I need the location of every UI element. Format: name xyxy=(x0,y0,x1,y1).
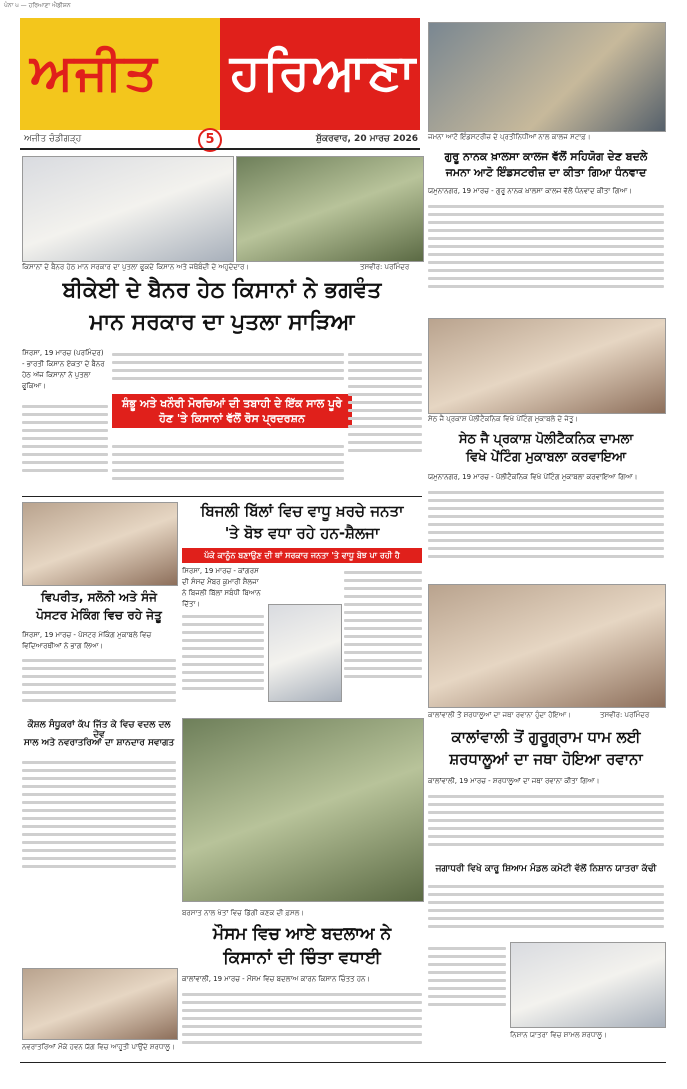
body-seth-jai xyxy=(428,486,664,578)
date: ਸ਼ੁੱਕਰਵਾਰ, 20 ਮਾਰਚ 2026 xyxy=(316,134,419,144)
photo-guru-nanak xyxy=(428,22,666,132)
caption-seth-jai: ਸੇਠ ਜੈ ਪ੍ਰਕਾਸ਼ ਪੋਲੀਟੈਕਨਿਕ ਵਿਖੇ ਪੇਂਟਿੰਗ ਮੁਕਾਬਲੇ ਦੇ ਜੇਤੂ। xyxy=(428,415,579,423)
photo-jagadhri xyxy=(510,942,666,1028)
headline-seth-jai-2: ਵਿਖੇ ਪੇਂਟਿੰਗ ਮੁਕਾਬਲਾ ਕਰਵਾਇਆ xyxy=(465,450,627,465)
credit-bkeu: ਤਸਵੀਰ: ਪਰਮਿੰਦਰ xyxy=(360,263,410,271)
headline-vipreet-1: ਵਿਪਰੀਤ, ਸਲੋਨੀ ਅਤੇ ਸੰਜੇ xyxy=(41,590,157,604)
headline-kalanwali-2: ਸ਼ਰਧਾਲੂਆਂ ਦਾ ਜਥਾ ਹੋਇਆ ਰਵਾਨਾ xyxy=(449,750,643,768)
body-jagadhri xyxy=(428,880,664,938)
bottom-rule xyxy=(20,1062,666,1063)
headline-guru-nanak-1: ਗੁਰੂ ਨਾਨਕ ਖ਼ਾਲਸਾ ਕਾਲਜ ਵੱਲੋਂ ਸਹਿਯੋਗ ਦੇਣ ਬਦਲੇ xyxy=(444,150,648,163)
mast-ajit-logo: ਅਜੀਤ xyxy=(30,42,159,101)
caption-havan: ਨਵਰਾਤਰਿਆਂ ਮੌਕੇ ਹਵਨ ਯੱਗ ਵਿਚ ਆਹੂਤੀ ਪਾਉਂਦੇ ਸ਼ਰਧਾਲੂ। xyxy=(22,1043,175,1051)
body-bkeu-col3 xyxy=(112,440,344,492)
lede-bijli: ਸਿਰਸਾ, 19 ਮਾਰਚ - ਕਾਂਗਰਸ ਦੀ ਸੰਸਦ ਮੈਂਬਰ ਕੁਮਾਰੀ ਸ਼ੈਲਜਾ ਨੇ ਬਿਜਲੀ ਬਿੱਲਾਂ ਸਬੰਧੀ ਬਿਆਨ ਦਿੱਤਾ। xyxy=(182,567,261,608)
lede-mausam: ਕਾਲਾਂਵਾਲੀ, 19 ਮਾਰਚ - ਮੌਸਮ ਵਿਚ ਬਦਲਾਅ ਕਾਰਨ ਕਿਸਾਨ ਚਿੰਤਤ ਹਨ। xyxy=(182,975,371,983)
masthead xyxy=(20,18,420,130)
photo-shailja xyxy=(268,604,342,702)
headline-jagadhri: ਜਗਾਧਰੀ ਵਿਖੇ ਕਾਰੂ ਸ਼ਿਆਮ ਮੰਡਲ ਕਮੇਟੀ ਵੱਲੋਂ ਨਿਸ਼ਾਨ ਯਾਤਰਾ ਕੱਢੀ xyxy=(435,864,657,874)
credit-kalanwali: ਤਸਵੀਰ: ਪਰਮਿੰਦਰ xyxy=(600,711,650,719)
caption-kalanwali: ਕਾਲਾਂਵਾਲੀ ਤੋਂ ਸ਼ਰਧਾਲੂਆਂ ਦਾ ਜਥਾ ਰਵਾਨਾ ਹੁੰਦਾ ਹੋਇਆ। xyxy=(428,711,571,719)
headline-kaushal-1: ਕੌਸ਼ਲ ਸੰਧੂਕਰਾਂ ਕੱਪ ਜਿੱਤ ਕੇ ਵਿਚ ਵਦਲ ਦਲ ਦੇਵ xyxy=(27,720,171,740)
body-kalanwali xyxy=(428,790,664,860)
photo-seth-jai xyxy=(428,318,666,414)
headline-bkeu-2: ਮਾਨ ਸਰਕਾਰ ਦਾ ਪੁਤਲਾ ਸਾੜਿਆ xyxy=(89,310,355,335)
lede-bkeu: ਸਿਰਸਾ, 19 ਮਾਰਚ (ਪਰਮਿੰਦਰ) - ਭਾਰਤੀ ਕਿਸਾਨ ਏਕਤਾ ਦੇ ਬੈਨਰ ਹੇਠ ਅੱਜ ਕਿਸਾਨਾਂ ਨੇ ਪੁਤਲਾ ਫੂਕਿਆ। xyxy=(22,349,105,390)
lede-kalanwali: ਕਾਲਾਂਵਾਲੀ, 19 ਮਾਰਚ - ਸ਼ਰਧਾਲੂਆਂ ਦਾ ਜਥਾ ਰਵਾਨਾ ਕੀਤਾ ਗਿਆ। xyxy=(428,777,600,785)
photo-vipreet xyxy=(22,502,178,586)
body-bkeu-col4 xyxy=(348,348,422,492)
lede-seth-jai: ਯਮੁਨਾਨਗਰ, 19 ਮਾਰਚ - ਪੋਲੀਟੈਕਨਿਕ ਵਿਖੇ ਪੇਂਟਿੰਗ ਮੁਕਾਬਲਾ ਕਰਵਾਇਆ ਗਿਆ। xyxy=(428,473,638,481)
body-mausam xyxy=(182,988,422,1062)
headline-seth-jai-1: ਸੇਠ ਜੈ ਪ੍ਰਕਾਸ਼ ਪੋਲੀਟੈਕਨਿਕ ਦਾਮਲਾ xyxy=(458,432,634,447)
kicker-bkeu: ਸ਼ੰਭੂ ਅਤੇ ਖਨੌਰੀ ਮੋਰਚਿਆਂ ਦੀ ਤਬਾਹੀ ਦੇ ਇੱਕ ਸਾਲ ਪੂਰੇ ਹੋਣ 'ਤੇ ਕਿਸਾਨਾਂ ਵੱਲੋਂ ਰੋਸ ਪ੍ਰਦਰਸ਼ਨ xyxy=(112,394,352,428)
body-bkeu-col1 xyxy=(22,400,108,490)
body-bkeu-col2 xyxy=(112,348,344,392)
rule-mid-left xyxy=(22,496,422,497)
headline-bkeu-1: ਬੀਕੇਈ ਦੇ ਬੈਨਰ ਹੇਠ ਕਿਸਾਨਾਂ ਨੇ ਭਗਵੰਤ xyxy=(62,278,382,303)
photo-bkeu-right xyxy=(236,156,424,262)
body-kaushal xyxy=(22,756,176,906)
kicker-bijli: ਪੱਕੇ ਕਾਨੂੰਨ ਬਣਾਉਣ ਦੀ ਥਾਂ ਸਰਕਾਰ ਜਨਤਾ 'ਤੇ ਵਾਧੂ ਬੋਝ ਪਾ ਰਹੀ ਹੈ xyxy=(182,548,422,563)
headline-bijli-2: 'ਤੇ ਬੋਝ ਵਧਾ ਰਹੇ ਹਨ-ਸ਼ੈਲਜਾ xyxy=(224,524,380,542)
caption-mausam: ਬਰਸਾਤ ਨਾਲ ਖੇਤਾਂ ਵਿਚ ਡਿੱਗੀ ਕਣਕ ਦੀ ਫ਼ਸਲ। xyxy=(182,909,305,917)
photo-havan xyxy=(22,968,178,1040)
headline-kalanwali-1: ਕਾਲਾਂਵਾਲੀ ਤੋਂ ਗੁਰੂਗ੍ਰਾਮ ਧਾਮ ਲਈ xyxy=(451,728,641,746)
caption-guru-nanak: ਜਮਨਾ ਆਟੋ ਇੰਡਸਟਰੀਜ਼ ਦੇ ਪ੍ਰਤੀਨਿਧੀਆਂ ਨਾਲ ਕਾਲਜ ਸਟਾਫ਼। xyxy=(428,133,591,141)
mast-haryana-logo: ਹਰਿਆਣਾ xyxy=(230,42,418,101)
body-guru-nanak xyxy=(428,200,664,310)
lede-guru-nanak: ਯਮੁਨਾਨਗਰ, 19 ਮਾਰਚ - ਗੁਰੂ ਨਾਨਕ ਖ਼ਾਲਸਾ ਕਾਲਜ ਵੱਲੋਂ ਧੰਨਵਾਦ ਕੀਤਾ ਗਿਆ। xyxy=(428,187,632,195)
caption-bkeu: ਕਿਸਾਨਾਂ ਦੇ ਬੈਨਰ ਹੇਠ ਮਾਨ ਸਰਕਾਰ ਦਾ ਪੁਤਲਾ ਫੂਕਦੇ ਕਿਸਾਨ ਅਤੇ ਜਥੇਬੰਦੀ ਦੇ ਅਹੁਦੇਦਾਰ। xyxy=(22,263,249,271)
photo-kalanwali xyxy=(428,584,666,708)
body-bijli-col1 xyxy=(182,610,264,714)
caption-jagadhri: ਨਿਸ਼ਾਨ ਯਾਤਰਾ ਵਿਚ ਸ਼ਾਮਲ ਸ਼ਰਧਾਲੂ। xyxy=(510,1031,607,1039)
body-bijli-col2 xyxy=(344,566,422,714)
masthead-rule xyxy=(20,148,420,150)
body-jagadhri-2 xyxy=(428,942,506,1026)
page-number: 5 xyxy=(198,128,222,152)
headline-vipreet-2: ਪੋਸਟਰ ਮੇਕਿੰਗ ਵਿਚ ਰਹੇ ਜੇਤੂ xyxy=(36,608,162,622)
headline-guru-nanak-2: ਜਮਨਾ ਆਟੋ ਇੰਡਸਟਰੀਜ਼ ਦਾ ਕੀਤਾ ਗਿਆ ਧੰਨਵਾਦ xyxy=(445,166,647,179)
headline-mausam-2: ਕਿਸਾਨਾਂ ਦੀ ਚਿੰਤਾ ਵਧਾਈ xyxy=(223,948,381,968)
body-vipreet xyxy=(22,654,176,714)
edition: ਅਜੀਤ ਚੰਡੀਗੜ੍ਹ xyxy=(24,134,82,144)
photo-mausam xyxy=(182,718,424,902)
headline-mausam-1: ਮੌਸਮ ਵਿਚ ਆਏ ਬਦਲਾਅ ਨੇ xyxy=(212,924,392,944)
photo-bkeu-left xyxy=(22,156,234,262)
headline-kaushal-2: ਸਾਲ ਅਤੇ ਨਵਰਾਤਰਿਆਂ ਦਾ ਸ਼ਾਨਦਾਰ ਸਵਾਗਤ xyxy=(23,738,175,748)
top-strip: ਪੰਨਾ ੫ — ਹਰਿਆਣਾ ਐਡੀਸ਼ਨ xyxy=(4,2,71,9)
lede-vipreet: ਸਿਰਸਾ, 19 ਮਾਰਚ - ਪੋਸਟਰ ਮੇਕਿੰਗ ਮੁਕਾਬਲੇ ਵਿਚ ਵਿਦਿਆਰਥੀਆਂ ਨੇ ਭਾਗ ਲਿਆ। xyxy=(22,631,152,650)
headline-bijli-1: ਬਿਜਲੀ ਬਿੱਲਾਂ ਵਿਚ ਵਾਧੂ ਖ਼ਰਚੇ ਜਨਤਾ xyxy=(200,502,404,520)
